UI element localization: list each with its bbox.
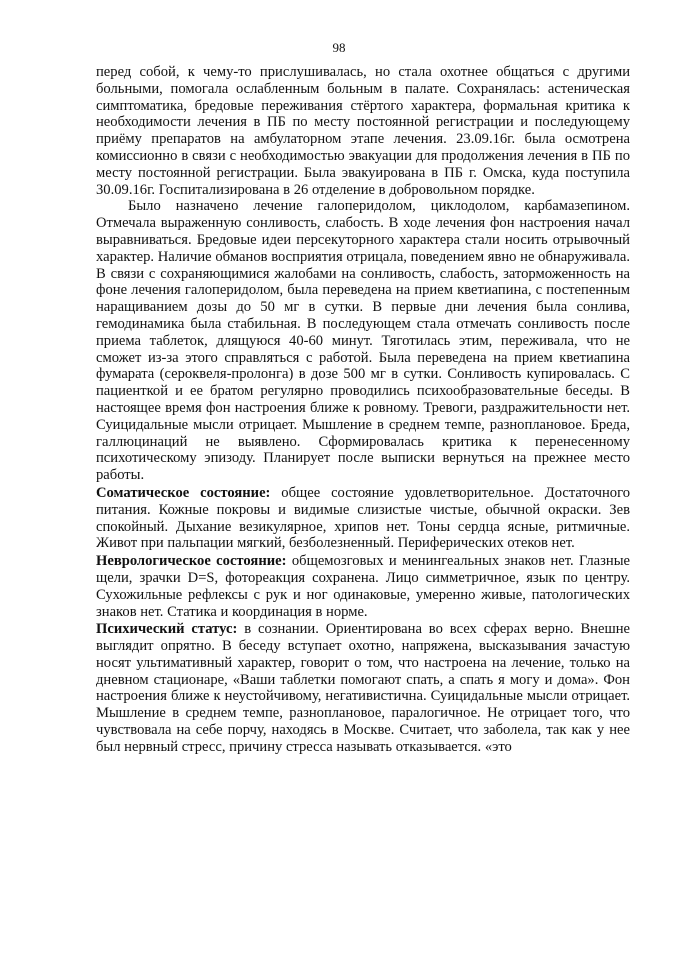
mental-status-section — [96, 621, 630, 755]
neurological-status-text: общемозговых и менингеальных знаков нет. Глазные щели, зрачки D=S, фотореакция сохранена. Лицо симметричное, язык по центру. Сухожильные рефлексы с рук и ног одинаковые, умеренно живые, патологических знаков нет. Статика и координация в норме. — [96, 553, 631, 620]
neurological-status-section — [96, 553, 630, 620]
somatic-status-text: общее состояние удовлетворительное. Достаточного питания. Кожные покровы и видимые слизистые чистые, обычной окраски. Зев спокойный. Дыхание везикулярное, хрипов нет. Тоны сердца ясные, ритмичные. Живот при пальпации мягкий, безболезненный. Периферических отеков нет. — [96, 484, 630, 552]
somatic-status-label: Соматическое состояние: — [96, 484, 271, 501]
neurological-status-label: Неврологическое состояние: — [96, 553, 287, 570]
mental-status-text: в сознании. Ориентирована во всех сферах верно. Внешне выглядит опрятно. В беседу вступает охотно, напряжена, высказывания зачастую носят ультимативный характер, говорит о том, что настроена на лечение, только на дневном стационаре, «Ваши таблетки помогают спать, а спать я могу и дома». Фон настроения ближе к неустойчивому, негативистична. Суицидальные мысли отрицает. Мышление в среднем темпе, разноплановое, паралогичное. Не отрицает того, что чувствовала на себе порчу, находясь в Москве. Считает, что заболела, так как у нее был нервный стресс, причину стресса называть отказывается. «это — [96, 621, 630, 755]
paragraph-medication-history: Было назначено лечение галоперидолом, циклодолом, карбамазепином. Отмечала выраженную сонливость, слабость. В ходе лечения фон настроения начал выравниваться. Бредовые идеи персекуторного характера стали носить отрывочный характер. Наличие обманов восприятия отрицала, поведением явно не обнаруживала. В связи с сохраняющимися жалобами на сонливость, слабость, заторможенность на фоне лечения галоперидолом, была переведена на прием кветиапина, с постепенным наращиванием дозы до 50 мг в сутки. В первые дни лечения была сонлива, гемодинамика была стабильная. В последующем стала отмечать сонливость после приема таблеток, длящуюся 40-60 минут. Тяготилась этим, переживала, что не сможет из-за этого справляться с работой. Была переведена на прием кветиапина фумарата (сероквеля-пролонга) в дозе 500 мг в сутки. Сонливость купировалась. С пациенткой и ее братом регулярно проводились психообразовательные беседы. В настоящее время фон настроения ближе к ровному. Тревоги, раздражительности нет. Суицидальные мысли отрицает. Мышление в среднем темпе, разноплановое. Бреда, галлюцинаций не выявлено. Сформировалась критика к перенесенному психотическому эпизоду. Планирует после выписки вернуться на прежнее место работы. — [96, 198, 630, 484]
paragraph-course-of-treatment: перед собой, к чему-то прислушивалась, но стала охотнее общаться с другими больными, помогала ослабленным больным в палате. Сохранялась: астеническая симптоматика, бредовые переживания стёртого характера, формальная критика к необходимости лечения в ПБ по месту постоянной регистрации и последующему приёму препаратов на амбулаторном этапе лечения. 23.09.16г. была осмотрена комиссионно в связи с необходимостью эвакуации для продолжения лечения в ПБ по месту постоянной регистрации. Была эвакуирована в ПБ г. Омска, куда поступила 30.09.16г. Госпитализирована в 26 отделение в добровольном порядке. — [96, 64, 630, 198]
somatic-status-section — [96, 485, 630, 552]
mental-status-label: Психический статус: — [96, 621, 238, 638]
page-number: 98 — [332, 40, 346, 55]
document-body — [96, 64, 630, 756]
